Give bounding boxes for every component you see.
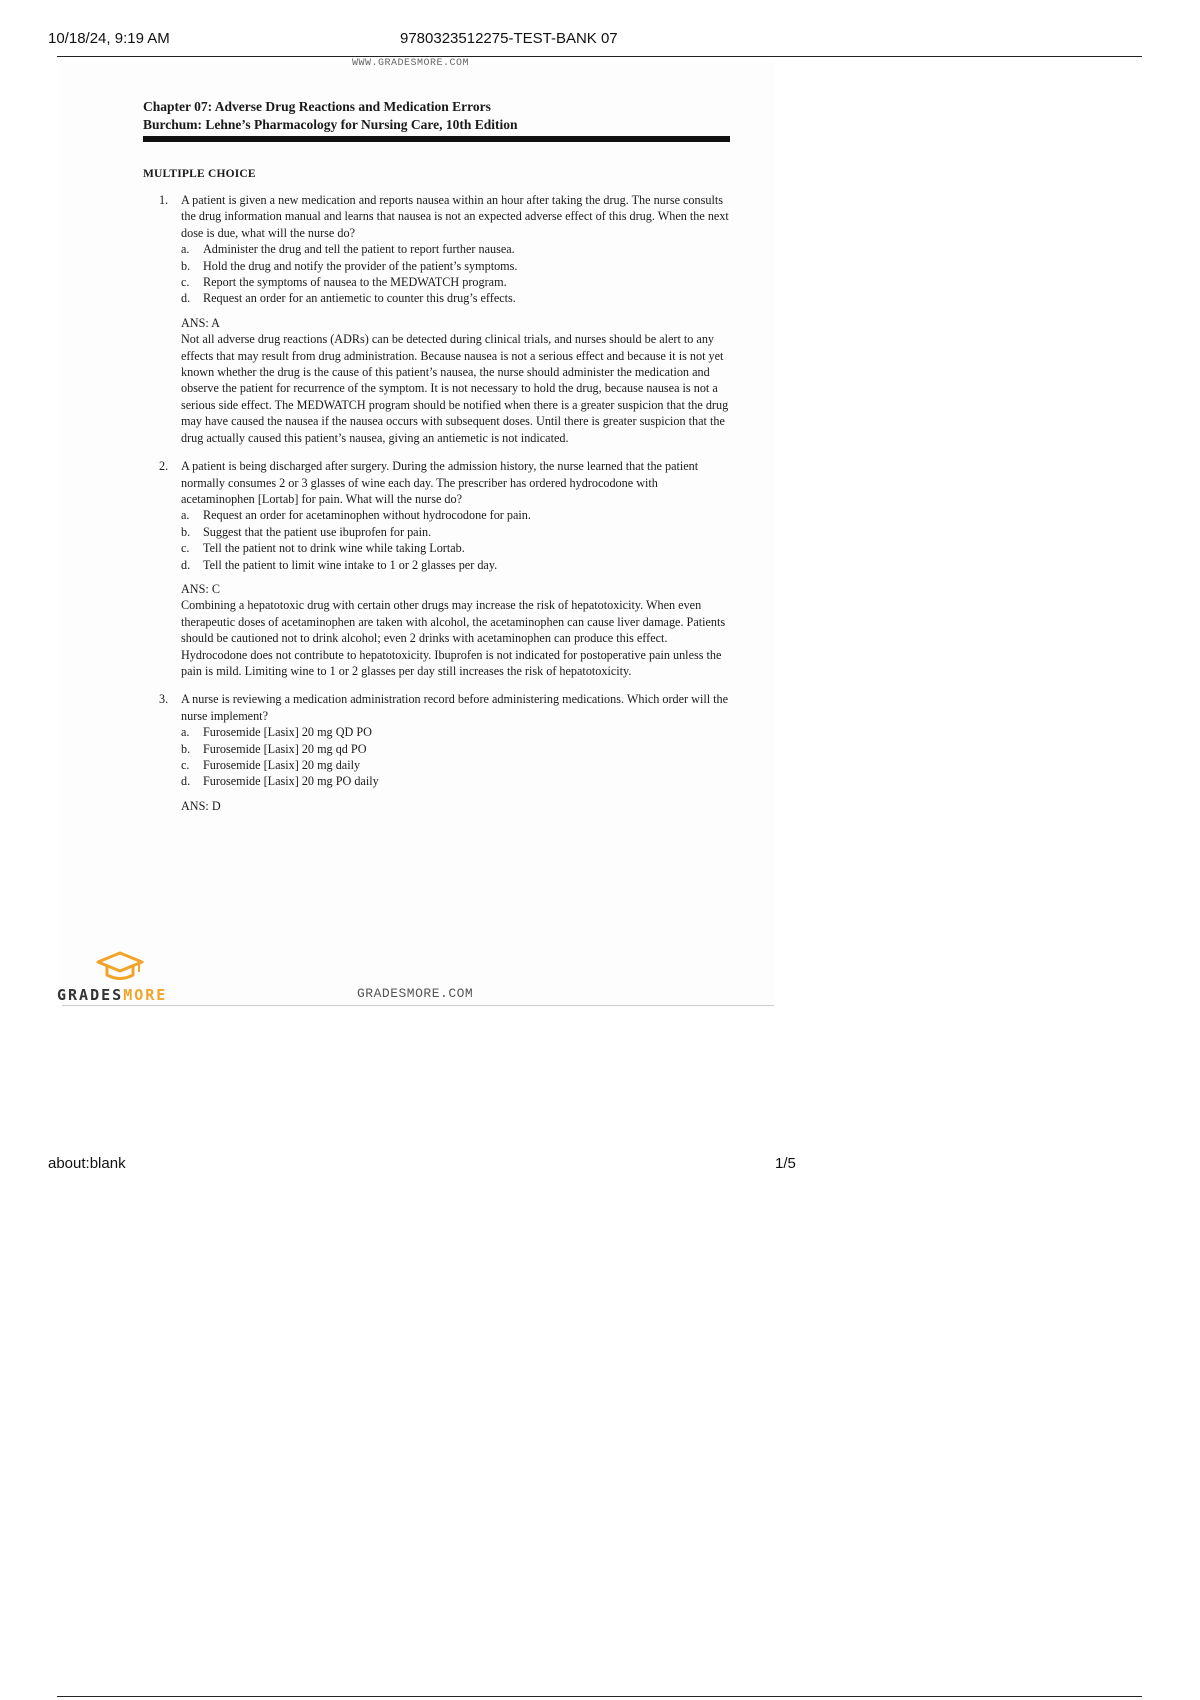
option-letter: b. [181, 258, 191, 273]
section-heading: MULTIPLE CHOICE [143, 168, 256, 180]
answer-rationale: Combining a hepatotoxic drug with certain other drugs may increase the risk of hepatotoxicity. When even therapeutic doses of acetaminophen are taken with alcohol, the acetaminophen can cause liver damage. Patients should be cautioned not to drink alcohol; even 2 drinks with acetaminophen can produce this effect. Hydrocodone does not contribute to hepatotoxicity. Ibuprofen is not indicated for postoperative pain unless the pain is mild. Limiting wine to 1 or 2 glasses per day still increases the risk of hepatotoxicity. [181, 598, 726, 678]
answer-options [181, 724, 733, 790]
option-letter: c. [181, 758, 190, 772]
print-page-count: 1/5 [775, 1155, 796, 1172]
option-letter: a. [181, 242, 190, 257]
option-text: Furosemide [Lasix] 20 mg qd PO [203, 741, 367, 756]
answer-key: ANS: A [181, 315, 220, 330]
print-doc-title: 9780323512275-TEST-BANK 07 [400, 30, 618, 47]
logo-wordmark: GRADESMORE [57, 986, 168, 1004]
option-letter: d. [181, 774, 191, 789]
option-a [181, 724, 733, 740]
option-c [181, 540, 733, 556]
question-number: 2. [159, 459, 169, 474]
question-2 [143, 458, 733, 679]
option-letter: a. [181, 508, 190, 523]
chapter-title: Chapter 07: Adverse Drug Reactions and Medication Errors [143, 99, 491, 114]
question-stem: A patient is given a new medication and reports nausea within an hour after taking the drug. The nurse consults the drug information manual and learns that nausea is not an expected adverse effect of this drug. When the next dose is due, what will the nurse do? [181, 193, 729, 240]
option-d [181, 773, 733, 789]
option-b [181, 258, 733, 274]
option-letter: a. [181, 725, 190, 740]
question-3 [143, 691, 733, 814]
answer-key: ANS: D [181, 798, 221, 813]
bottom-divider [57, 1696, 1142, 1697]
option-text: Tell the patient to limit wine intake to 1 or 2 glasses per day. [203, 557, 498, 572]
option-letter: d. [181, 291, 191, 306]
graduation-cap-icon [95, 950, 145, 984]
option-letter: c. [181, 275, 190, 290]
gradesmore-logo [57, 950, 197, 1010]
option-text: Report the symptoms of nausea to the MEDWATCH program. [203, 275, 507, 290]
option-c [181, 274, 733, 290]
option-b [181, 741, 733, 757]
book-title: Burchum: Lehne’s Pharmacology for Nursing Care, 10th Edition [143, 117, 518, 132]
option-text: Suggest that the patient use ibuprofen for pain. [203, 524, 432, 539]
watermark-top: WWW.GRADESMORE.COM [352, 58, 470, 69]
print-url: about:blank [48, 1155, 126, 1172]
footer-divider [62, 1005, 774, 1006]
document-content [143, 98, 733, 814]
question-stem: A nurse is reviewing a medication administration record before administering medications. Which order will the nurse implement? [181, 692, 729, 723]
option-d [181, 557, 733, 573]
answer-rationale: Not all adverse drug reactions (ADRs) can be detected during clinical trials, and nurses should be alert to any effects that may result from drug administration. Because nausea is not a serious effect and because it is not yet known whether the drug is the cause of this patient’s nausea, the nurse should administer the medication and observe the patient for recurrence of the symptom. It is not necessary to hold the drug, because nausea is not a serious side effect. The MEDWATCH program should be notified when there is a greater suspicion that the drug may have caused the nausea if the nausea occurs with subsequent doses. Until there is greater suspicion that the drug actually caused this patient’s nausea, giving an antiemetic is not indicated. [181, 332, 729, 445]
option-letter: b. [181, 524, 191, 539]
question-number: 3. [159, 692, 169, 707]
option-text: Tell the patient not to drink wine while taking Lortab. [203, 541, 465, 556]
option-c [181, 757, 733, 773]
question-stem: A patient is being discharged after surgery. During the admission history, the nurse learned that the patient normally consumes 2 or 3 glasses of wine each day. The prescriber has ordered hydrocodone with acetaminophen [Lortab] for pain. What will the nurse do? [181, 459, 699, 506]
option-letter: b. [181, 741, 191, 756]
option-text: Administer the drug and tell the patient to report further nausea. [203, 242, 515, 257]
question-number: 1. [159, 193, 169, 207]
footer-site: GRADESMORE.COM [357, 986, 474, 1001]
answer-key: ANS: C [181, 581, 220, 596]
print-datetime: 10/18/24, 9:19 AM [48, 30, 170, 47]
option-text: Furosemide [Lasix] 20 mg daily [203, 758, 361, 772]
option-text: Hold the drug and notify the provider of the patient’s symptoms. [203, 258, 518, 273]
option-text: Request an order for acetaminophen without hydrocodone for pain. [203, 508, 531, 523]
option-text: Furosemide [Lasix] 20 mg PO daily [203, 774, 379, 789]
option-letter: d. [181, 557, 191, 572]
answer-options [181, 507, 733, 573]
question-1 [143, 192, 733, 446]
answer-options [181, 241, 733, 307]
option-letter: c. [181, 541, 190, 556]
option-b [181, 524, 733, 540]
option-a [181, 241, 733, 257]
header-divider [57, 56, 1142, 57]
option-a [181, 507, 733, 523]
option-text: Request an order for an antiemetic to counter this drug’s effects. [203, 291, 516, 306]
option-text: Furosemide [Lasix] 20 mg QD PO [203, 725, 372, 740]
title-divider-bar [143, 136, 730, 142]
option-d [181, 290, 733, 306]
